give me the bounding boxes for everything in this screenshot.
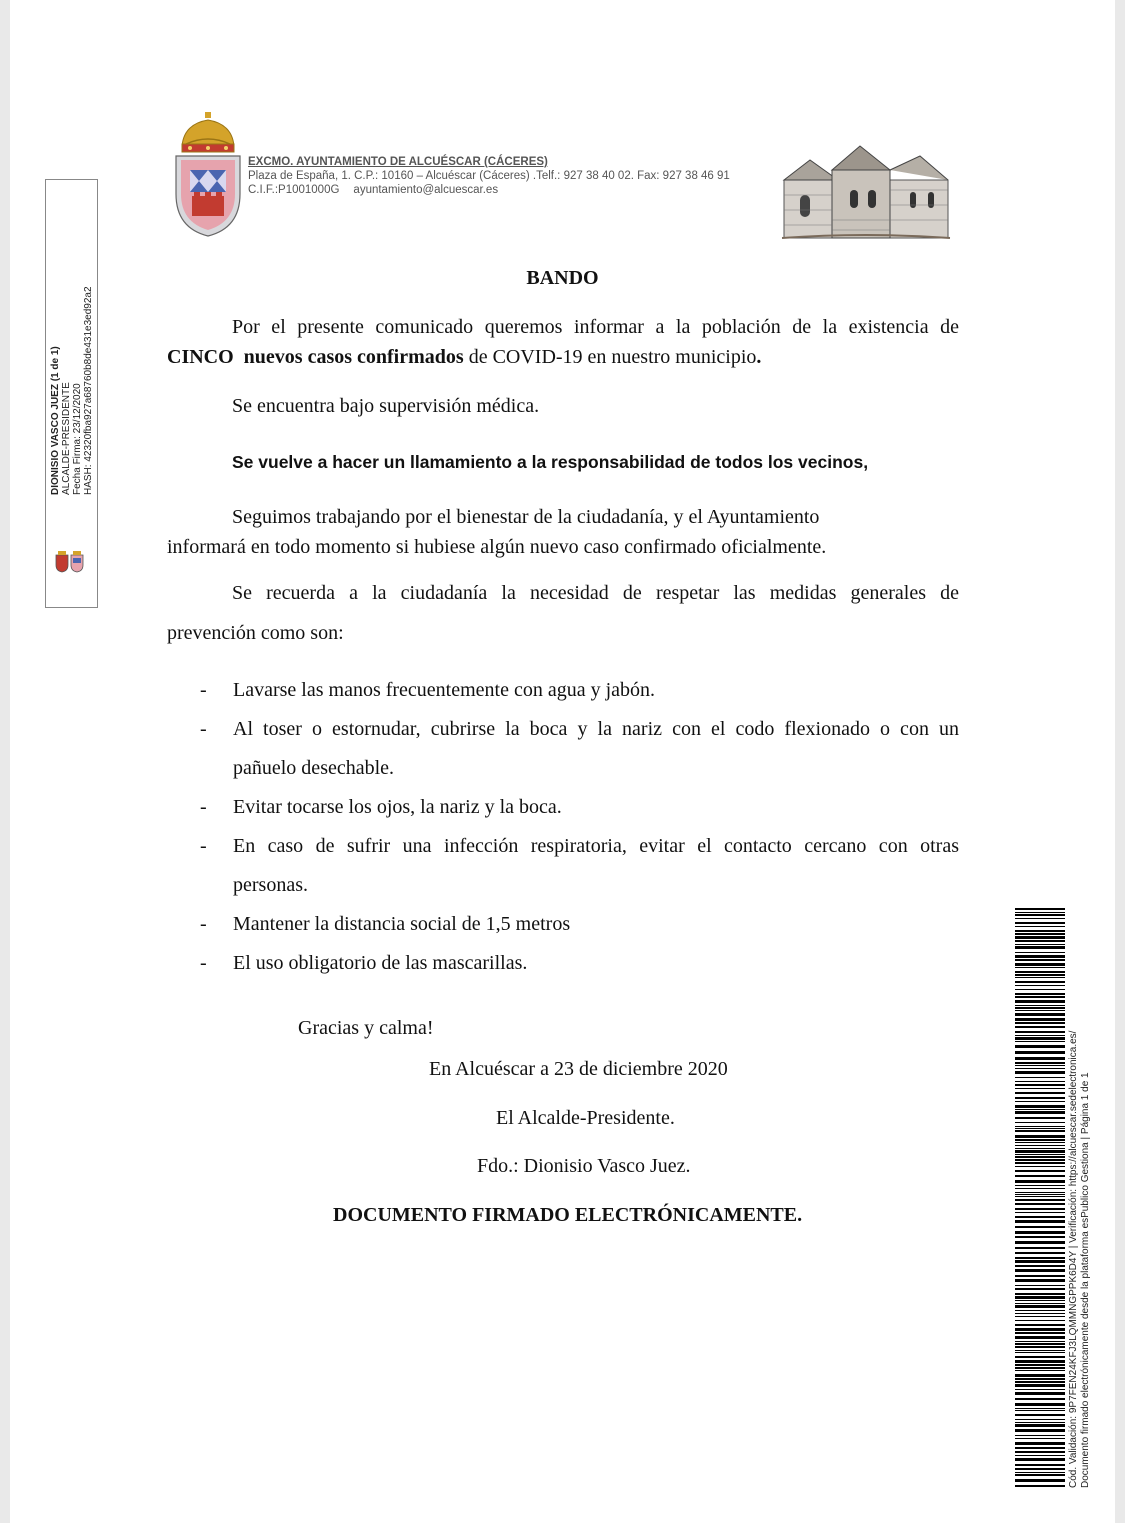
supervision-line: Se encuentra bajo supervisión médica. (232, 395, 540, 417)
church-illustration (780, 140, 952, 240)
letterhead (248, 155, 730, 197)
intro-line-2: CINCO nuevos casos confirmados de COVID-19 en nuestro municipio. (167, 346, 762, 368)
letterhead-org: EXCMO. AYUNTAMIENTO DE ALCUÉSCAR (CÁCERES) (248, 156, 548, 168)
closing-thanks: Gracias y calma! (298, 1017, 434, 1039)
signature-hash: HASH: 42320fba927a68760b8de431e3ed92a2 (83, 286, 94, 495)
document-title: BANDO (526, 267, 599, 289)
validation-code: Cód. Validación: 9P7FEN24KFJ3LQMMNGPPK6D4Y | Verificación: https://alcuescar.sedelectronica.es/ (1068, 1030, 1079, 1488)
validation-barcode (1015, 908, 1065, 1490)
validation-text (1068, 968, 1091, 1488)
coat-of-arms-logo (172, 112, 244, 240)
signature-date: Fecha Firma: 23/12/2020 (72, 383, 83, 495)
wellbeing-line-1: Seguimos trabajando por el bienestar de la ciudadanía, y el Ayuntamiento (232, 506, 820, 528)
seal-icon (53, 551, 87, 573)
signature-stamp-text (50, 215, 94, 495)
signer-title: El Alcalde-Presidente. (496, 1107, 675, 1129)
letterhead-address: Plaza de España, 1. C.P.: 10160 – Alcuéscar (Cáceres) .Telf.: 927 38 40 02. Fax: 927 38 46 91 (248, 170, 730, 182)
letterhead-cif: C.I.F.:P1001000G (248, 184, 340, 196)
call-to-responsibility: Se vuelve a hacer un llamamiento a la responsabilidad de todos los vecinos, (232, 452, 869, 472)
signer-role: ALCALDE-PRESIDENTE (61, 382, 72, 495)
signer-name: DIONISIO VASCO JUEZ (1 de 1) (50, 346, 61, 495)
letterhead-email: ayuntamiento@alcuescar.es (353, 184, 499, 196)
signed-by: Fdo.: Dionisio Vasco Juez. (477, 1155, 691, 1177)
electronic-signature-notice: DOCUMENTO FIRMADO ELECTRÓNICAMENTE. (333, 1204, 803, 1226)
validation-platform: Documento firmado electrónicamente desde la plataforma esPublico Gestiona | Página 1 de 1 (1079, 1072, 1091, 1488)
wellbeing-line-2: informará en todo momento si hubiese algún nuevo caso confirmado oficialmente. (167, 536, 827, 558)
cases-phrase: nuevos casos confirmados (243, 346, 464, 368)
place-and-date: En Alcuéscar a 23 de diciembre 2020 (429, 1058, 728, 1080)
cases-count: CINCO (167, 346, 234, 368)
measures-intro-line-1: Se recuerda a la ciudadanía la necesidad de respetar las medidas generales de (232, 582, 959, 604)
measures-intro-line-2: prevención como son: (167, 622, 344, 644)
intro-line-1: Por el presente comunicado queremos informar a la población de la existencia de (232, 316, 959, 338)
